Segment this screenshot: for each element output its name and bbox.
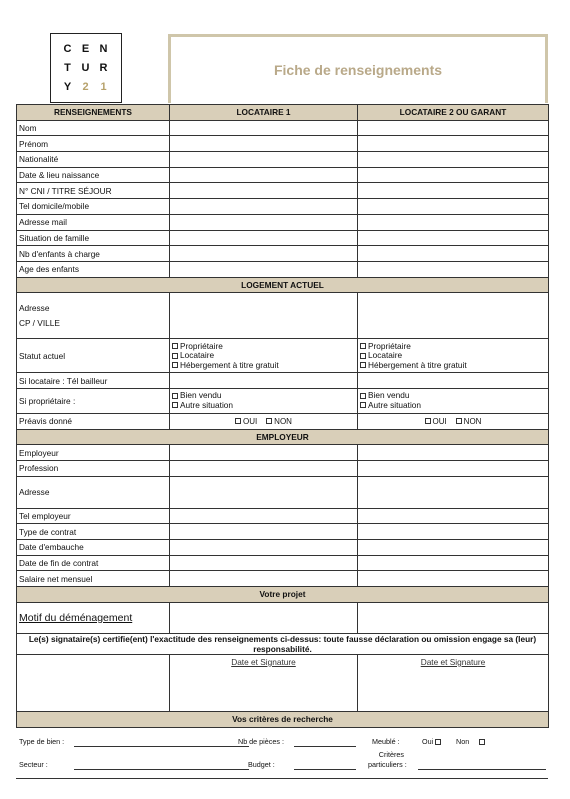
checkbox-label: Oui xyxy=(422,737,434,746)
checkbox-hebergement[interactable] xyxy=(172,361,355,371)
bottom-rule xyxy=(16,778,548,779)
field-locataire2[interactable] xyxy=(358,167,549,183)
checkbox-icon[interactable] xyxy=(360,362,366,368)
field-locataire2[interactable] xyxy=(358,445,549,461)
field-locataire2[interactable] xyxy=(358,214,549,230)
table-row xyxy=(17,120,549,136)
table-row xyxy=(17,555,549,571)
field-locataire2[interactable] xyxy=(358,199,549,215)
signature-label: Date et Signature xyxy=(231,656,296,667)
checkbox-label: Autre situation xyxy=(368,399,422,410)
table-row xyxy=(17,230,549,246)
row-label: Employeur xyxy=(17,445,170,461)
field-locataire2[interactable] xyxy=(358,261,549,277)
field-locataire2[interactable] xyxy=(358,136,549,152)
field-locataire1[interactable] xyxy=(170,461,358,477)
field-locataire1[interactable] xyxy=(170,293,358,339)
row-label-cp-ville: CP / VILLE xyxy=(19,318,60,329)
checkbox-meuble-oui[interactable] xyxy=(422,737,443,746)
table-row xyxy=(17,388,549,413)
row-label-adresse: Adresse xyxy=(19,303,50,314)
checkbox-label: Bien vendu xyxy=(368,390,410,401)
input-nb-pieces[interactable] xyxy=(294,737,356,747)
field-locataire2[interactable] xyxy=(358,602,549,633)
checkbox-oui[interactable] xyxy=(425,417,447,426)
checkbox-label: NON xyxy=(463,416,482,426)
row-label: Type de contrat xyxy=(17,524,170,540)
label-part: particuliers : xyxy=(368,760,407,769)
field-locataire1[interactable] xyxy=(170,508,358,524)
field-locataire2[interactable] xyxy=(358,540,549,556)
logo-letter: R xyxy=(99,61,109,74)
checkbox-icon[interactable] xyxy=(360,353,366,359)
checkbox-icon[interactable] xyxy=(360,393,366,399)
field-locataire1[interactable] xyxy=(170,199,358,215)
section-logement-actuel: LOGEMENT ACTUEL xyxy=(17,277,549,293)
field-locataire2[interactable] xyxy=(358,508,549,524)
checkbox-icon[interactable] xyxy=(360,402,366,408)
signature-locataire2[interactable] xyxy=(358,654,549,711)
field-locataire1[interactable] xyxy=(170,167,358,183)
checkbox-non[interactable] xyxy=(456,417,482,426)
table-row xyxy=(17,246,549,262)
row-label: Date & lieu naissance xyxy=(17,167,170,183)
field-locataire1[interactable] xyxy=(170,152,358,168)
logo-letter: T xyxy=(64,61,72,74)
checkbox-label: Autre situation xyxy=(180,399,234,410)
signature-blank xyxy=(17,654,170,711)
table-row xyxy=(17,214,549,230)
logo-letter: 2 xyxy=(82,80,90,93)
field-locataire2[interactable] xyxy=(358,152,549,168)
logo-letter: N xyxy=(99,43,109,56)
checkbox-icon[interactable] xyxy=(172,362,178,368)
table-row xyxy=(17,293,549,339)
row-label: Age des enfants xyxy=(17,261,170,277)
field-locataire2[interactable] xyxy=(358,461,549,477)
row-label: Profession xyxy=(17,461,170,477)
field-locataire1[interactable] xyxy=(170,571,358,587)
row-label: Situation de famille xyxy=(17,230,170,246)
field-locataire1[interactable] xyxy=(170,602,358,633)
header-locataire2: LOCATAIRE 2 OU GARANT xyxy=(358,105,549,121)
field-locataire2[interactable] xyxy=(358,293,549,339)
checkbox-icon[interactable] xyxy=(360,343,366,349)
table-row xyxy=(17,654,549,711)
section-employeur: EMPLOYEUR xyxy=(17,429,549,445)
logo-letter: 1 xyxy=(100,80,108,93)
field-locataire1[interactable] xyxy=(170,214,358,230)
table-row xyxy=(17,199,549,215)
label-budget: Budget : xyxy=(248,760,275,769)
certification-text: Le(s) signataire(s) certifie(ent) l'exactitude des renseignements ci-dessus: toute fausse déclaration ou omission engage sa (leur) responsabilité. xyxy=(17,633,549,654)
logo-letter: C xyxy=(63,43,73,56)
table-row xyxy=(17,167,549,183)
field-locataire1[interactable] xyxy=(170,183,358,199)
checkbox-label: Locataire xyxy=(368,350,403,360)
checkbox-label: Hébergement à titre gratuit xyxy=(180,359,279,370)
checkbox-icon[interactable] xyxy=(172,343,178,349)
row-label: Date de fin de contrat xyxy=(17,555,170,571)
form-table xyxy=(16,104,549,728)
section-criteres: Vos critères de recherche xyxy=(17,711,549,727)
checkbox-label: Bien vendu xyxy=(180,390,222,401)
field-locataire1[interactable] xyxy=(170,230,358,246)
table-row xyxy=(17,183,549,199)
checkbox-icon[interactable] xyxy=(425,418,431,424)
label-part: Critères xyxy=(378,750,404,759)
logo-letter: E xyxy=(81,43,91,56)
checkbox-icon[interactable] xyxy=(456,418,462,424)
checkbox-icon[interactable] xyxy=(479,739,485,745)
input-type-bien[interactable] xyxy=(74,737,249,747)
row-label: Adresse mail xyxy=(17,214,170,230)
field-locataire2[interactable] xyxy=(358,230,549,246)
input-criteres-particuliers[interactable] xyxy=(418,760,546,770)
field-locataire1[interactable] xyxy=(170,373,358,389)
row-label: Tel employeur xyxy=(17,508,170,524)
label-type-bien: Type de bien : xyxy=(19,737,65,746)
logo-letter: U xyxy=(81,61,91,74)
row-label: Statut actuel xyxy=(17,339,170,373)
table-row xyxy=(17,339,549,373)
table-row xyxy=(17,540,549,556)
label-secteur: Secteur : xyxy=(19,760,48,769)
input-secteur[interactable] xyxy=(74,760,249,770)
checkbox-label: Propriétaire xyxy=(180,340,223,351)
section-votre-projet: Votre projet xyxy=(17,587,549,603)
checkbox-label: OUI xyxy=(243,416,258,426)
checkbox-label: OUI xyxy=(432,416,447,426)
field-locataire1[interactable] xyxy=(170,261,358,277)
table-row xyxy=(17,445,549,461)
checkbox-non[interactable] xyxy=(266,417,292,426)
row-label: Nb d'enfants à charge xyxy=(17,246,170,262)
table-row xyxy=(17,136,549,152)
checkbox-meuble-non[interactable] xyxy=(456,737,487,746)
checkbox-label: Hébergement à titre gratuit xyxy=(368,359,467,370)
row-label-motif: Motif du déménagement xyxy=(19,611,133,624)
checkbox-oui[interactable] xyxy=(235,417,257,426)
checkbox-icon[interactable] xyxy=(172,393,178,399)
row-label: Adresse xyxy=(17,476,170,508)
field-locataire1[interactable] xyxy=(170,476,358,508)
table-row xyxy=(17,261,549,277)
checkbox-label: Propriétaire xyxy=(368,340,411,351)
checkbox-icon[interactable] xyxy=(435,739,441,745)
table-row xyxy=(17,602,549,633)
row-label: Si propriétaire : xyxy=(17,388,170,413)
table-row xyxy=(17,476,549,508)
row-label: Date d'embauche xyxy=(17,540,170,556)
row-label: Tel domicile/mobile xyxy=(17,199,170,215)
checkbox-hebergement[interactable] xyxy=(360,361,546,371)
table-row xyxy=(17,524,549,540)
row-label: Si locataire : Tél bailleur xyxy=(17,373,170,389)
header-locataire1: LOCATAIRE 1 xyxy=(170,105,358,121)
checkbox-label: Non xyxy=(456,737,470,746)
checkbox-autre-situation[interactable] xyxy=(360,401,546,411)
checkbox-icon[interactable] xyxy=(172,402,178,408)
field-locataire1[interactable] xyxy=(170,555,358,571)
row-label: Nom xyxy=(17,120,170,136)
input-budget[interactable] xyxy=(294,760,356,770)
field-locataire2[interactable] xyxy=(358,524,549,540)
label-meuble: Meublé : xyxy=(372,737,400,746)
row-label: Préavis donné xyxy=(17,413,170,429)
checkbox-icon[interactable] xyxy=(235,418,241,424)
label-nb-pieces: Nb de pièces : xyxy=(238,737,284,746)
field-locataire1[interactable] xyxy=(170,524,358,540)
field-locataire2[interactable] xyxy=(358,183,549,199)
header-renseignements: RENSEIGNEMENTS xyxy=(17,105,170,121)
century21-logo xyxy=(50,33,122,103)
field-locataire1[interactable] xyxy=(170,445,358,461)
row-label: Salaire net mensuel xyxy=(17,571,170,587)
label-criteres-particuliers xyxy=(368,750,407,770)
field-locataire2[interactable] xyxy=(358,246,549,262)
table-row xyxy=(17,413,549,429)
table-row xyxy=(17,508,549,524)
signature-label: Date et Signature xyxy=(420,656,486,667)
row-label: N° CNI / TITRE SÉJOUR xyxy=(17,183,170,199)
field-locataire1[interactable] xyxy=(170,540,358,556)
checkbox-icon[interactable] xyxy=(172,353,178,359)
checkbox-label: Locataire xyxy=(180,350,215,360)
field-locataire1[interactable] xyxy=(170,246,358,262)
field-locataire2[interactable] xyxy=(358,373,549,389)
table-row xyxy=(17,571,549,587)
row-label: Prénom xyxy=(17,136,170,152)
field-locataire2[interactable] xyxy=(358,476,549,508)
field-locataire1[interactable] xyxy=(170,120,358,136)
table-row xyxy=(17,152,549,168)
checkbox-icon[interactable] xyxy=(266,418,272,424)
table-row xyxy=(17,373,549,389)
table-row xyxy=(17,461,549,477)
checkbox-label: NON xyxy=(274,416,292,426)
field-locataire2[interactable] xyxy=(358,555,549,571)
logo-letter: Y xyxy=(63,80,73,93)
title-box xyxy=(168,34,548,103)
row-label: Nationalité xyxy=(17,152,170,168)
signature-locataire1[interactable] xyxy=(170,654,358,711)
checkbox-autre-situation[interactable] xyxy=(172,401,355,411)
page-title: Fiche de renseignements xyxy=(273,62,443,78)
field-locataire2[interactable] xyxy=(358,571,549,587)
field-locataire1[interactable] xyxy=(170,136,358,152)
field-locataire2[interactable] xyxy=(358,120,549,136)
